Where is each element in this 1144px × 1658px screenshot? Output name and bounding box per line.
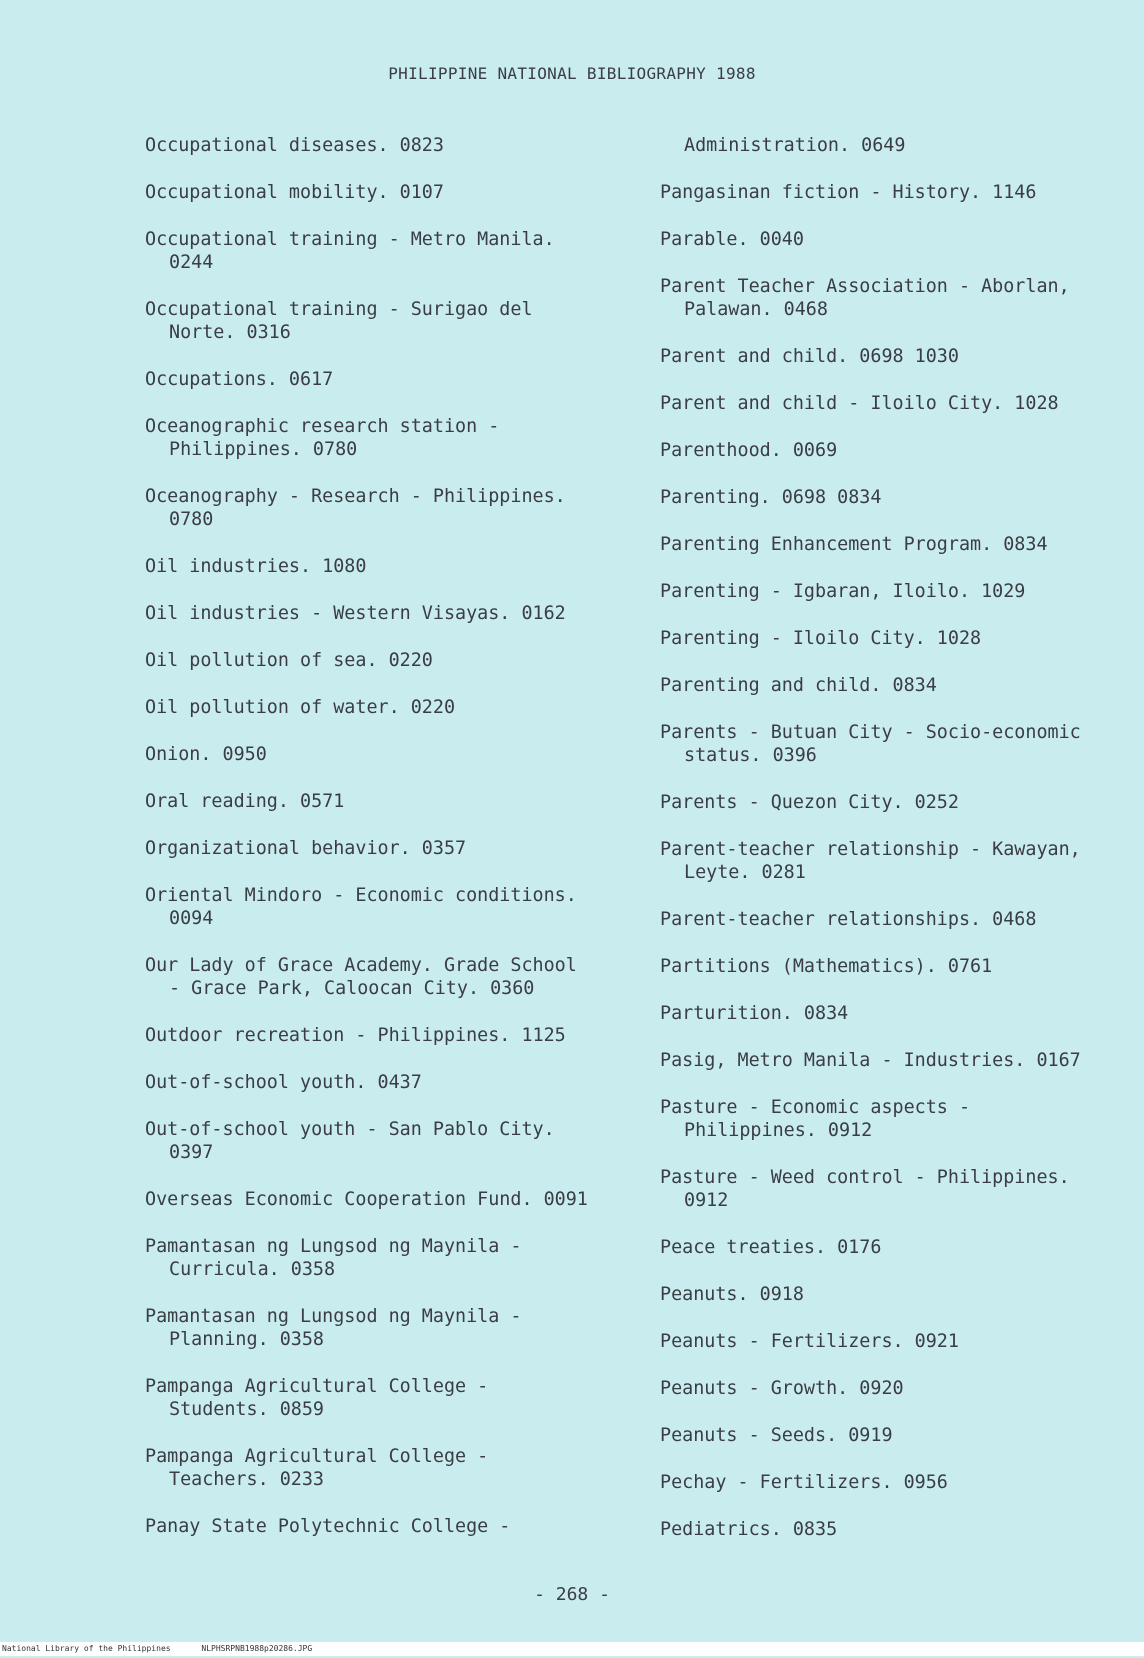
index-entry: Onion. 0950 xyxy=(145,744,267,765)
index-entry: Pamantasan ng Lungsod ng Maynila - Curricula. 0358 xyxy=(145,1236,522,1280)
index-entry: Parenting Enhancement Program. 0834 xyxy=(660,534,1048,555)
index-entry: Peanuts - Seeds. 0919 xyxy=(660,1425,893,1446)
index-entry: Pechay - Fertilizers. 0956 xyxy=(660,1472,948,1493)
index-entry: Oceanography - Research - Philippines. 0780 xyxy=(145,486,566,530)
index-entry: Outdoor recreation - Philippines. 1125 xyxy=(145,1025,566,1046)
index-entry: Pasig, Metro Manila - Industries. 0167 xyxy=(660,1050,1081,1071)
index-entry-continuation: Administration. 0649 xyxy=(684,135,906,156)
index-entry: Pampanga Agricultural College - Teachers. 0233 xyxy=(145,1446,489,1490)
index-entry: Occupations. 0617 xyxy=(145,369,334,390)
index-entry: Our Lady of Grace Academy. Grade School - Grace Park, Caloocan City. 0360 xyxy=(145,955,577,999)
index-entry: Peanuts. 0918 xyxy=(660,1284,804,1305)
index-entry: Parenting - Iloilo City. 1028 xyxy=(660,628,982,649)
footer-file: NLPHSRPNB1988p20286.JPG xyxy=(201,1644,313,1653)
index-entry: Parturition. 0834 xyxy=(660,1003,849,1024)
index-entry: Pasture - Weed control - Philippines. 0912 xyxy=(660,1167,1070,1211)
left-column xyxy=(145,134,635,1562)
index-entry: Peanuts - Growth. 0920 xyxy=(660,1378,904,1399)
index-entry: Pediatrics. 0835 xyxy=(660,1519,838,1540)
index-entry: Oral reading. 0571 xyxy=(145,791,345,812)
index-entry: Oil industries - Western Visayas. 0162 xyxy=(145,603,566,624)
index-entry: Parent and child. 0698 1030 xyxy=(660,346,959,367)
index-entry: Overseas Economic Cooperation Fund. 0091 xyxy=(145,1189,588,1210)
index-entry: Out-of-school youth - San Pablo City. 0397 xyxy=(145,1119,555,1163)
index-entry: Parent Teacher Association - Aborlan, Palawan. 0468 xyxy=(660,276,1070,320)
index-entry: Parenting - Igbaran, Iloilo. 1029 xyxy=(660,581,1026,602)
index-entry: Oil industries. 1080 xyxy=(145,556,367,577)
index-entry: Parents - Butuan City - Socio-economic status. 0396 xyxy=(660,722,1081,766)
index-entry: Parable. 0040 xyxy=(660,229,804,250)
footer-library: National Library of the Philippines xyxy=(2,1644,171,1653)
index-entry: Parenting and child. 0834 xyxy=(660,675,937,696)
index-entry: Pasture - Economic aspects - Philippines. 0912 xyxy=(660,1097,971,1141)
index-entry: Panay State Polytechnic College - xyxy=(145,1516,511,1537)
index-entry: Parent-teacher relationships. 0468 xyxy=(660,909,1037,930)
index-entry: Partitions (Mathematics). 0761 xyxy=(660,956,993,977)
index-entry: Parenthood. 0069 xyxy=(660,440,838,461)
index-entry: Oriental Mindoro - Economic conditions. 0094 xyxy=(145,885,577,929)
index-entry: Peanuts - Fertilizers. 0921 xyxy=(660,1331,959,1352)
index-entry: Occupational mobility. 0107 xyxy=(145,182,444,203)
index-entry: Peace treaties. 0176 xyxy=(660,1237,882,1258)
index-entry: Oceanographic research station - Philippines. 0780 xyxy=(145,416,500,460)
index-entry: Out-of-school youth. 0437 xyxy=(145,1072,422,1093)
index-entry: Pangasinan fiction - History. 1146 xyxy=(660,182,1037,203)
index-entry: Occupational training - Metro Manila. 0244 xyxy=(145,229,555,273)
index-entry: Oil pollution of water. 0220 xyxy=(145,697,456,718)
index-entry: Organizational behavior. 0357 xyxy=(145,838,467,859)
index-entry: Parent-teacher relationship - Kawayan, Leyte. 0281 xyxy=(660,839,1081,883)
index-entry: Pampanga Agricultural College - Students. 0859 xyxy=(145,1376,489,1420)
index-entry: Pamantasan ng Lungsod ng Maynila - Planning. 0358 xyxy=(145,1306,522,1350)
scan-footer xyxy=(0,1642,1144,1656)
index-entry: Parents - Quezon City. 0252 xyxy=(660,792,959,813)
index-entry: Occupational training - Surigao del Norte. 0316 xyxy=(145,299,533,343)
index-entry: Parenting. 0698 0834 xyxy=(660,487,882,508)
right-column xyxy=(660,134,1140,1565)
index-entry: Occupational diseases. 0823 xyxy=(145,135,444,156)
page-header: PHILIPPINE NATIONAL BIBLIOGRAPHY 1988 xyxy=(388,64,756,83)
index-entry: Parent and child - Iloilo City. 1028 xyxy=(660,393,1059,414)
index-entry: Oil pollution of sea. 0220 xyxy=(145,650,433,671)
page-number: - 268 - xyxy=(534,1584,610,1605)
